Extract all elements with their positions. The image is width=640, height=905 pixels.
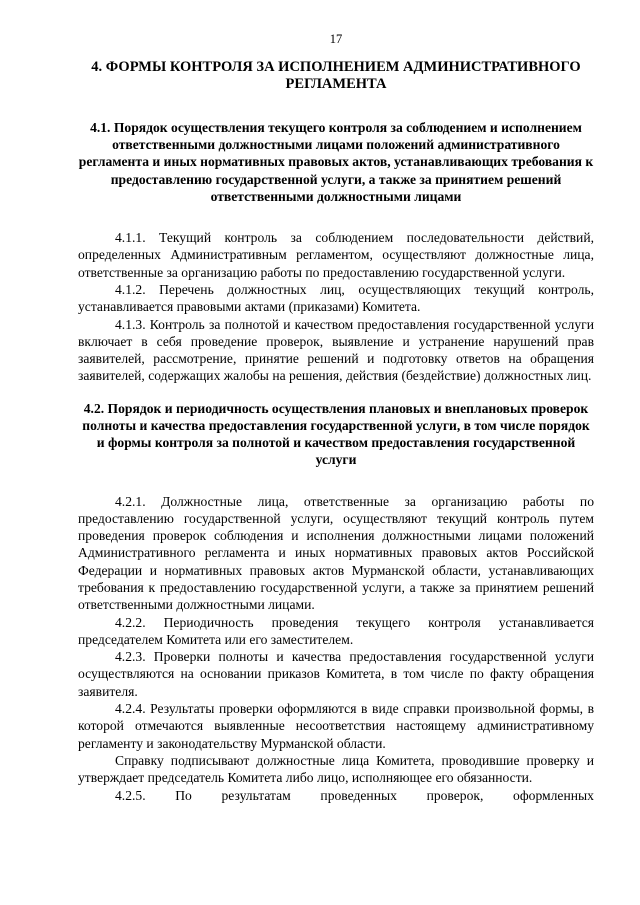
paragraph-4-1-2: 4.1.2. Перечень должностных лиц, осуществляющих текущий контроль, устанавливается правовыми актами (приказами) Комитета.: [78, 281, 594, 315]
paragraph-4-2-3: 4.2.3. Проверки полноты и качества предоставления государственной услуги осуществляются на основании приказов Комитета, в том числе по факту обращения заявителя.: [78, 649, 594, 699]
paragraph-4-2-1: 4.2.1. Должностные лица, ответственные за организацию работы по предоставлению государственной услуги, осуществляют текущий контроль путем проведения проверок соблюдения и исполнения должностными лицами положений Административного регламента и иных нормативных правовых актов Российской Федерации и нормативных правовых актов Мурманской области, устанавливающих требования к предоставлению государственной услуги, а также за принятием решений ответственными должностными лицами.: [78, 493, 594, 613]
paragraph-4-2-4: 4.2.4. Результаты проверки оформляются в виде справки произвольной формы, в которой отмечаются выявленные несоответствия настоящему административному регламенту и законодательству Мурманской области.: [78, 701, 594, 751]
section-heading-4-2: 4.2. Порядок и периодичность осуществления плановых и внеплановых проверок полноты и качества предоставления государственной услуги, в том числе порядок и формы контроля за полнотой и качеством предоставления государственной услуги: [82, 400, 590, 468]
word: проверок,: [426, 787, 484, 803]
word: результатам: [221, 787, 291, 803]
paragraph-4-2-2: 4.2.2. Периодичность проведения текущего контроля устанавливается председателем Комитета или его заместителем.: [78, 614, 594, 647]
word: 4.2.5.: [115, 787, 146, 803]
chapter-title: 4. ФОРМЫ КОНТРОЛЯ ЗА ИСПОЛНЕНИЕМ АДМИНИСТРАТИВНОГО РЕГЛАМЕНТА: [91, 59, 581, 92]
page-number: 17: [329, 32, 343, 46]
paragraph-4-2-5-start: [78, 787, 594, 804]
section-heading-4-1: 4.1. Порядок осуществления текущего контроля за соблюдением и исполнением ответственными должностными лицами положений административного регламента и иных нормативных правовых актов, устанавливающих требования к предоставлению государственной услуги, а также за принятием решений ответственными должностными лицами: [78, 120, 594, 204]
paragraph-4-1-1: 4.1.1. Текущий контроль за соблюдением последовательности действий, определенных Административным регламентом, осуществляют должностные лица, ответственные за организацию работы по предоставлению государственной услуги.: [78, 230, 594, 280]
paragraph-4-2-4-signature: Справку подписывают должностные лица Комитета, проводившие проверку и утверждает председатель Комитета либо лицо, исполняющее его обязанности.: [78, 752, 594, 786]
document-page: [78, 32, 594, 804]
word: проведенных: [320, 787, 397, 803]
word: оформленных: [513, 787, 594, 803]
paragraph-4-1-3: 4.1.3. Контроль за полнотой и качеством предоставления государственной услуги включает в себя проведение проверок, выявление и устранение нарушений прав заявителей, рассмотрение, принятие решений и подготовку ответов на обращения заявителей, содержащих жалобы на решения, действия (бездействие) должностных лиц.: [78, 316, 594, 384]
word: По: [175, 787, 192, 803]
